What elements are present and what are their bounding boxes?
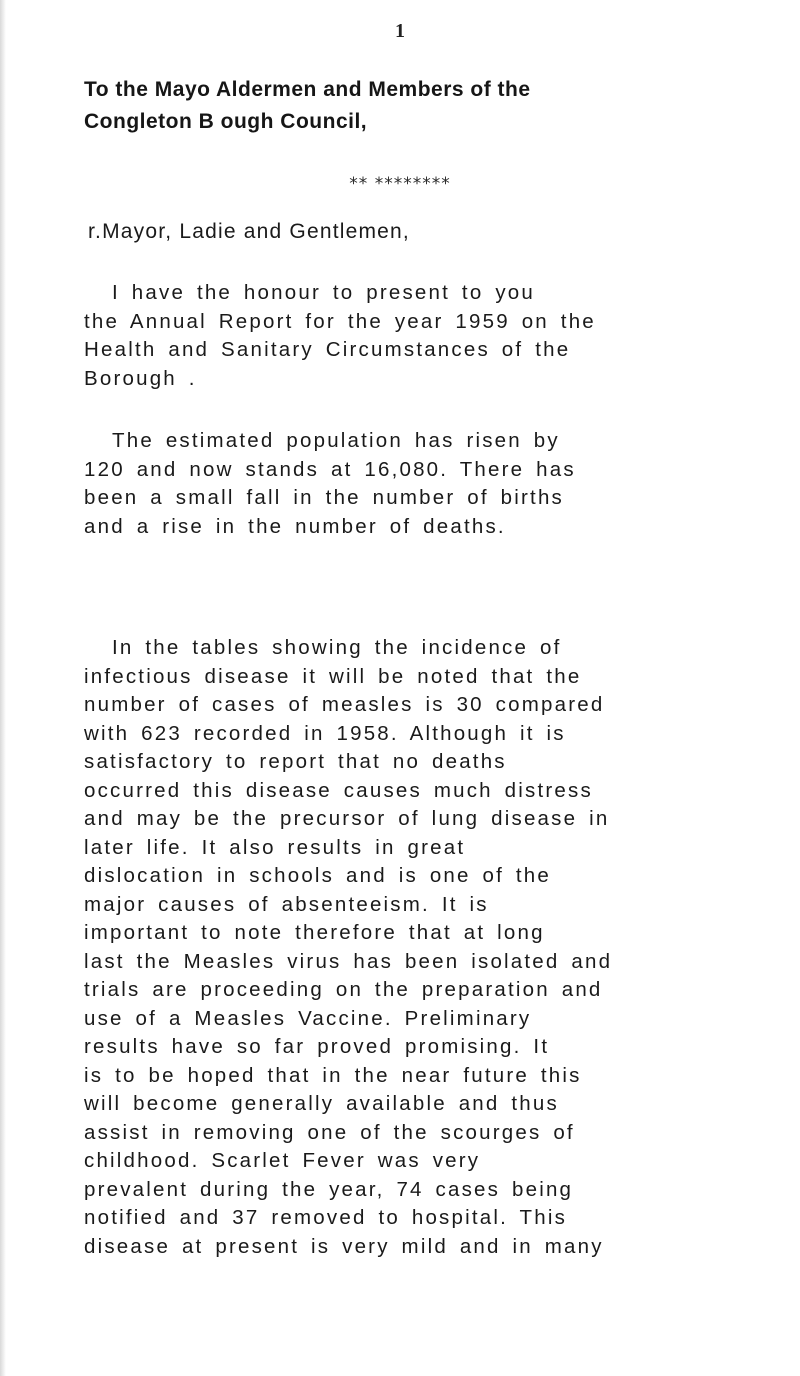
paragraph-line: results have so far proved promising. It	[84, 1035, 550, 1058]
paragraph-line: and a rise in the number of deaths.	[84, 514, 506, 538]
paragraph-population	[84, 427, 764, 541]
paragraph-line: trials are proceeding on the preparation and	[84, 978, 603, 1001]
paragraph-line: Health and Sanitary Circumstances of the	[84, 338, 571, 361]
paragraph-line: assist in removing one of the scourges of	[84, 1120, 575, 1144]
paragraph-line: I have the honour to present to you	[112, 281, 535, 304]
page-edge-shadow	[0, 0, 6, 1376]
paragraph-line: prevalent during the year, 74 cases being	[84, 1177, 574, 1201]
address-line-2: Congleton B ough Council,	[84, 110, 368, 133]
paragraph-line: childhood. Scarlet Fever was very	[84, 1149, 481, 1172]
paragraph-line: infectious disease it will be noted that the	[84, 664, 582, 688]
paragraph-line: with 623 recorded in 1958. Although it is	[84, 721, 566, 745]
address-block	[84, 74, 531, 138]
paragraph-line: major causes of absenteeism. It is	[84, 892, 489, 916]
paragraph-line: 120 and now stands at 16,080. There has	[84, 457, 576, 481]
paragraph-line: been a small fall in the number of births	[84, 486, 564, 509]
paragraph-line: last the Measles virus has been isolated and	[84, 949, 613, 973]
salutation: r.Mayor, Ladie and Gentlemen,	[88, 220, 410, 243]
paragraph-line: satisfactory to report that no deaths	[84, 750, 507, 773]
paragraph-line: dislocation in schools and is one of the	[84, 864, 552, 887]
paragraph-report-intro	[84, 279, 764, 393]
paragraph-line: In the tables showing the incidence of	[112, 636, 562, 659]
paragraph-line: occurred this disease causes much distress	[84, 778, 593, 802]
address-line-1: To the Mayo Aldermen and Members of the	[84, 78, 531, 101]
paragraph-line: will become generally available and thus	[84, 1092, 559, 1115]
paragraph-line: is to be hoped that in the near future this	[84, 1063, 582, 1087]
paragraph-line: use of a Measles Vaccine. Preliminary	[84, 1006, 532, 1030]
paragraph-line: disease at present is very mild and in many	[84, 1234, 604, 1258]
paragraph-line: notified and 37 removed to hospital. This	[84, 1206, 568, 1229]
paragraph-line: The estimated population has risen by	[112, 429, 560, 452]
page-number: 1	[395, 20, 405, 42]
paragraph-line: Borough .	[84, 366, 197, 390]
paragraph-infectious-disease	[84, 634, 764, 1261]
paragraph-line: number of cases of measles is 30 compared	[84, 693, 605, 716]
paragraph-line: important to note therefore that at long	[84, 921, 545, 944]
paragraph-line: later life. It also results in great	[84, 835, 466, 859]
paragraph-line: the Annual Report for the year 1959 on the	[84, 309, 596, 333]
separator-asterisks: ** ********	[349, 174, 451, 194]
paragraph-line: and may be the precursor of lung disease in	[84, 807, 610, 830]
